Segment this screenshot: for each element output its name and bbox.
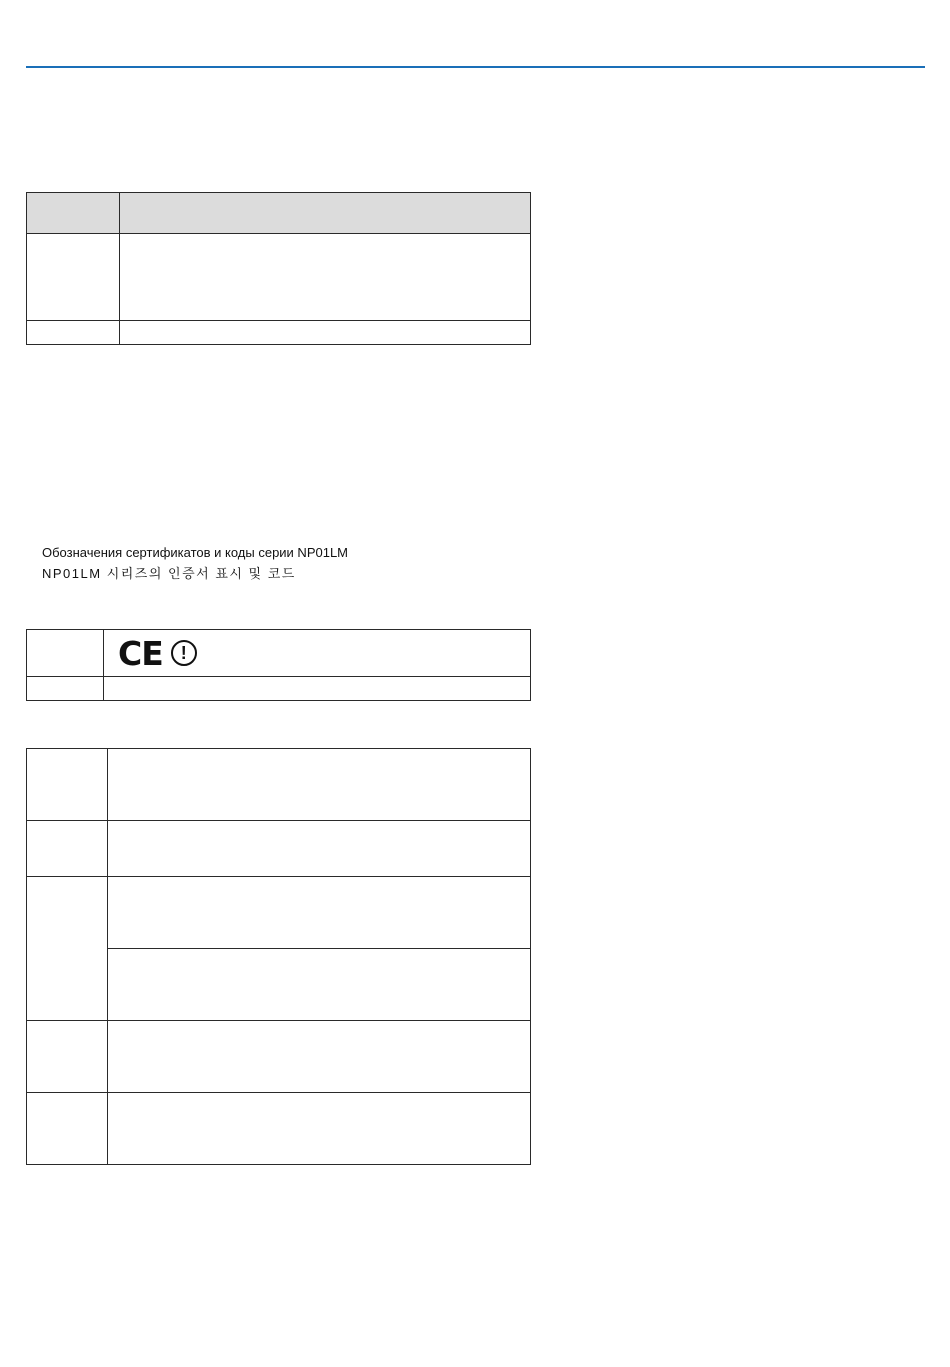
header-cell-2 <box>120 193 531 234</box>
codes-table <box>26 748 531 1165</box>
table-row <box>27 321 531 345</box>
info-table-top <box>26 192 531 345</box>
korean-caption: NP01LM 시리즈의 인증서 표시 및 코드 <box>42 566 296 581</box>
table-row <box>27 630 531 677</box>
alert-circle-icon: ! <box>171 640 197 666</box>
header-cell-1 <box>27 193 120 234</box>
ce-mark-icon: CE <box>118 633 163 673</box>
certification-marks-table <box>26 629 531 701</box>
table-header-row <box>27 193 531 234</box>
table-row <box>27 1093 531 1165</box>
table-row <box>27 677 531 701</box>
header-rule <box>26 66 925 68</box>
table-row <box>27 1021 531 1093</box>
table-row <box>27 821 531 877</box>
certification-marks <box>104 630 530 676</box>
table-row <box>27 877 531 949</box>
russian-caption: Обозначения сертификатов и коды серии NP01LM <box>42 545 349 560</box>
table-row <box>27 234 531 321</box>
table-row <box>27 749 531 821</box>
